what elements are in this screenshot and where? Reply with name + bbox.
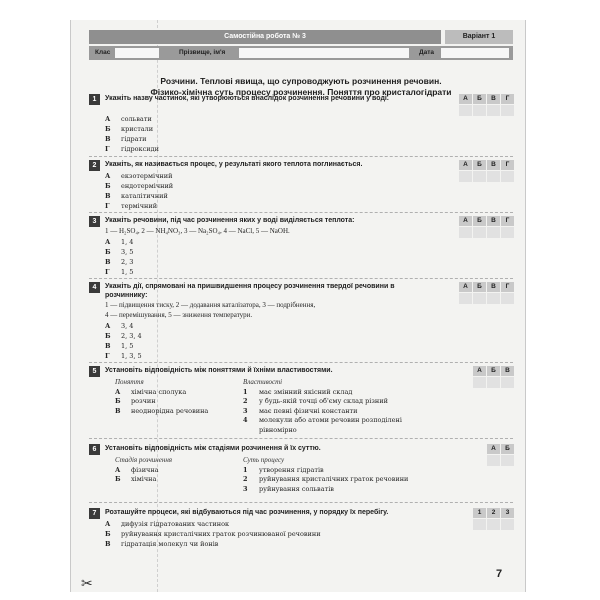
task-number: 7 <box>89 508 100 519</box>
task-number: 5 <box>89 366 100 377</box>
option: В гідрати <box>105 135 147 143</box>
worksheet-page <box>70 20 526 592</box>
task-number: 2 <box>89 160 100 171</box>
answer-cell[interactable] <box>487 227 500 238</box>
task-number: 3 <box>89 216 100 227</box>
action-list-line: 1 — підвищення тиску, 2 — додавання каталізатора, 3 — подрібнення, <box>105 301 316 309</box>
title-line: Фізико-хімічна суть процесу розчинення. Поняття про кристалогідрати <box>150 87 452 97</box>
scissors-icon: ✂ <box>81 575 93 591</box>
concepts-header: Поняття <box>115 378 144 386</box>
class-label: Клас <box>95 49 111 56</box>
answer-cell[interactable] <box>501 105 514 116</box>
essence-item: 2 руйнування кристалічних граток речовини <box>243 475 409 483</box>
divider <box>89 362 513 363</box>
option: В 1, 5 <box>105 342 134 350</box>
answer-cell[interactable] <box>501 227 514 238</box>
task-question: Розташуйте процеси, які відбуваються під час розчинення, у порядку їх перебігу. <box>105 509 389 516</box>
option: А дифузія гідратованих частинок <box>105 520 230 528</box>
divider <box>89 212 513 213</box>
task-number: 6 <box>89 444 100 455</box>
stages-column <box>115 456 172 485</box>
option: А 3, 4 <box>105 322 134 330</box>
property-item: рівномірно <box>259 425 297 434</box>
option: Б ендотермічний <box>105 182 174 190</box>
option: В каталітичний <box>105 192 168 200</box>
header-title: Самостійна робота № 3 <box>89 30 441 44</box>
task-question: Укажіть назву частинок, які утворюються внаслідок розчинення речовини у воді. <box>105 95 389 102</box>
essence-column <box>243 456 408 494</box>
answer-cell[interactable] <box>501 455 514 466</box>
answer-cell[interactable] <box>487 105 500 116</box>
concepts-column <box>115 378 208 416</box>
stages-header: Стадія розчинення <box>115 456 173 464</box>
option: А сольвати <box>105 115 152 123</box>
action-list-line: 4 — перемішування, 5 — зниження температури. <box>105 310 253 319</box>
option: Б 2, 3, 4 <box>105 332 142 340</box>
date-field[interactable] <box>441 48 509 58</box>
answer-cell[interactable] <box>473 519 486 530</box>
answer-grid: 1 2 3 <box>473 508 515 530</box>
substance-list: 1 — H₂SO₄, 2 — NH₄NO₃, 3 — Na₂SO₄, 4 — NaCl, 5 — NaOH. <box>105 227 290 235</box>
task-options <box>105 114 159 154</box>
essence-item: 3 руйнування сольватів <box>243 484 334 493</box>
class-field[interactable] <box>115 48 159 58</box>
stage-item: Б хімічна <box>115 475 157 483</box>
option: Г 1, 3, 5 <box>105 352 142 360</box>
option: В гідратація молекул чи йонів <box>105 540 219 548</box>
task-options <box>105 321 142 361</box>
property-item: 1 має змінний якісний склад <box>243 387 353 396</box>
property-item: 3 має певні фізичні константи <box>243 406 358 415</box>
answer-grid: А Б В <box>473 366 515 388</box>
answer-cell[interactable] <box>487 171 500 182</box>
divider <box>89 156 513 157</box>
divider <box>89 278 513 279</box>
answer-cell[interactable] <box>487 455 500 466</box>
answer-cell[interactable] <box>459 105 472 116</box>
concept-item: Б розчин <box>115 397 156 405</box>
option: В 2, 3 <box>105 258 134 266</box>
divider <box>89 502 513 503</box>
answer-cell[interactable] <box>501 519 514 530</box>
answer-cell[interactable] <box>473 377 486 388</box>
task-number: 4 <box>89 282 100 293</box>
answer-cell[interactable] <box>487 293 500 304</box>
header-fields-row <box>89 46 513 60</box>
property-item: 2 у будь-якій точці об'єму склад різний <box>243 397 388 405</box>
option: А 1, 4 <box>105 238 134 246</box>
option: Б кристали <box>105 125 154 133</box>
answer-grid: А Б В Г <box>459 282 515 304</box>
title-line: Розчини. Теплові явища, що супроводжують розчинення речовин. <box>160 76 442 86</box>
header-variant: Варіант 1 <box>445 30 513 44</box>
task-number: 1 <box>89 94 100 105</box>
properties-header: Властивості <box>243 378 283 386</box>
answer-grid: А Б <box>487 444 515 466</box>
answer-cell[interactable] <box>487 519 500 530</box>
property-item: 4 молекули або атоми речовин розподілені <box>243 416 402 424</box>
answer-cell[interactable] <box>473 293 486 304</box>
answer-grid: А Б В Г <box>459 160 515 182</box>
answer-cell[interactable] <box>501 377 514 388</box>
name-label: Прізвище, ім'я <box>179 49 226 56</box>
option: Б руйнування кристалічних граток розчинюваної речовини <box>105 530 321 538</box>
properties-column <box>243 378 402 435</box>
task-question: Установіть відповідність між стадіями розчинення й їх суттю. <box>105 445 321 452</box>
essence-header: Суть процесу <box>243 456 285 464</box>
task-question: Укажіть речовини, під час розчинення яких у воді виділяється теплота: <box>105 217 355 224</box>
task-question: Установіть відповідність між поняттями й їхніми властивостями. <box>105 367 333 374</box>
answer-cell[interactable] <box>501 293 514 304</box>
page-number: 7 <box>496 568 503 580</box>
divider <box>89 438 513 439</box>
concept-item: В неоднорідна речовина <box>115 406 209 415</box>
task-question: Укажіть, як називається процес, у результаті якого теплота поглинається. <box>105 161 363 168</box>
task-options <box>105 171 173 211</box>
stage-item: А фізична <box>115 465 159 474</box>
answer-cell[interactable] <box>473 171 486 182</box>
date-label: Дата <box>419 49 435 56</box>
answer-grid: А Б В Г <box>459 216 515 238</box>
answer-cell[interactable] <box>473 105 486 116</box>
task-question: Укажіть дії, спрямовані на пришвидшення процесу розчинення твердої речовини в розчиннику: <box>105 283 395 299</box>
answer-cell[interactable] <box>459 171 472 182</box>
task-options <box>105 237 133 277</box>
answer-cell[interactable] <box>459 293 472 304</box>
answer-cell[interactable] <box>487 377 500 388</box>
option: Б 3, 5 <box>105 248 134 256</box>
option: Г 1, 5 <box>105 268 134 276</box>
option: Г термічний <box>105 202 158 210</box>
option: А екзотермічний <box>105 172 173 180</box>
answer-cell[interactable] <box>473 227 486 238</box>
task-options <box>105 519 321 549</box>
worksheet-header <box>89 30 513 66</box>
answer-cell[interactable] <box>459 227 472 238</box>
answer-grid: А Б В Г <box>459 94 515 116</box>
essence-item: 1 утворення гідратів <box>243 465 324 474</box>
answer-cell[interactable] <box>501 171 514 182</box>
name-field[interactable] <box>239 48 409 58</box>
concept-item: А хімічна сполука <box>115 387 187 396</box>
option: Г гідроксиди <box>105 145 159 153</box>
